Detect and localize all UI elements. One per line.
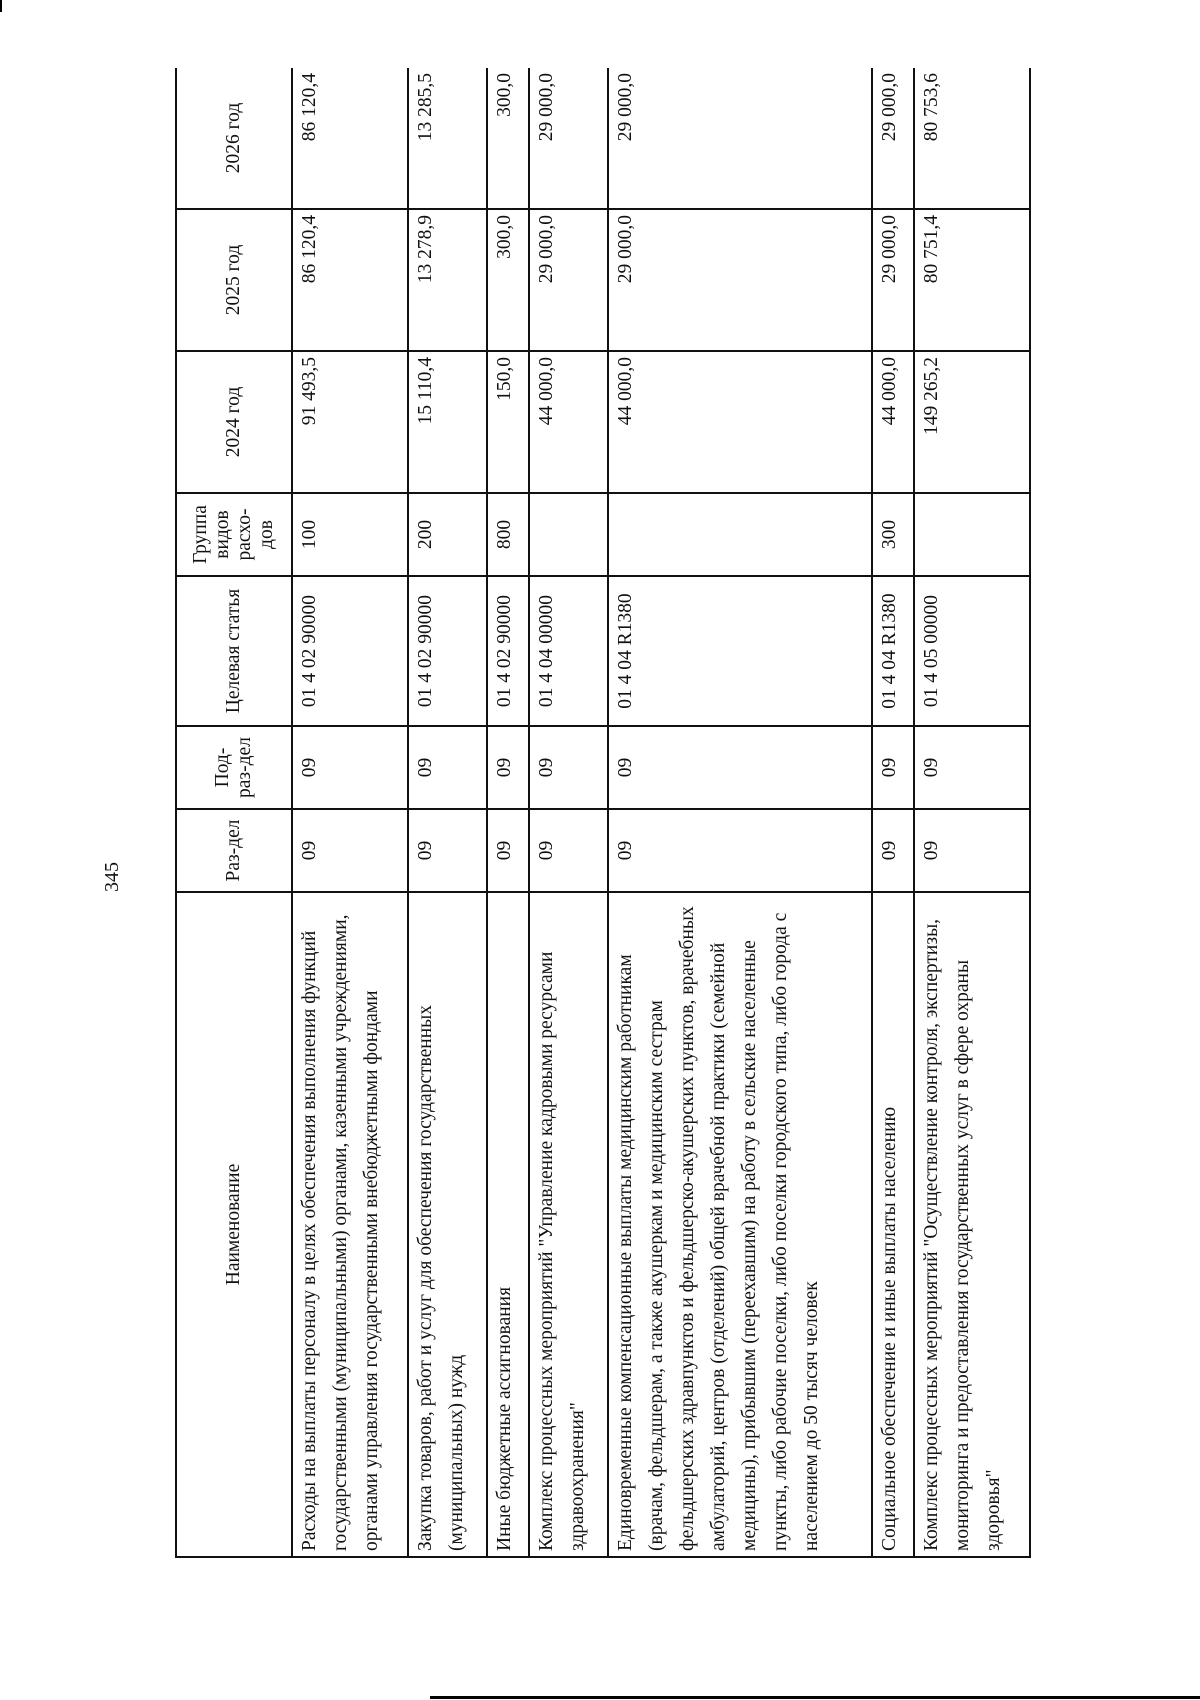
row-2026: 86 120,4 — [292, 68, 408, 209]
row-target-article: 01 4 05 00000 — [914, 576, 1030, 726]
table-row — [529, 68, 608, 1557]
header-subsection: Под-раз-дел — [176, 726, 292, 809]
row-2025: 29 000,0 — [608, 209, 872, 351]
row-subsection: 09 — [608, 726, 872, 809]
row-target-article: 01 4 02 90000 — [292, 576, 408, 726]
row-expense-group: 200 — [408, 493, 487, 576]
header-section: Раз-дел — [176, 809, 292, 892]
row-section: 09 — [608, 809, 872, 892]
row-expense-group — [608, 493, 872, 576]
row-section: 09 — [408, 809, 487, 892]
row-target-article: 01 4 04 R1380 — [608, 576, 872, 726]
row-2025: 13 278,9 — [408, 209, 487, 351]
row-subsection: 09 — [872, 726, 914, 809]
table-row — [487, 68, 529, 1557]
row-2026: 29 000,0 — [872, 68, 914, 209]
row-2025: 80 751,4 — [914, 209, 1030, 351]
row-2026: 80 753,6 — [914, 68, 1030, 209]
table-row — [408, 68, 487, 1557]
row-2024: 149 265,2 — [914, 351, 1030, 493]
row-2025: 29 000,0 — [529, 209, 608, 351]
header-row — [176, 68, 292, 1557]
row-expense-group: 100 — [292, 493, 408, 576]
row-section: 09 — [914, 809, 1030, 892]
row-subsection: 09 — [292, 726, 408, 809]
row-name: Комплекс процессных мероприятий "Управление кадровыми ресурсами здравоохранения" — [529, 892, 608, 1557]
table-row — [914, 68, 1030, 1557]
row-2026: 300,0 — [487, 68, 529, 209]
row-section: 09 — [529, 809, 608, 892]
row-name: Комплекс процессных мероприятий "Осуществление контроля, экспертизы, мониторинга и предоставления государственных услуг в сфере охраны здоровья" — [914, 892, 1030, 1557]
row-2024: 15 110,4 — [408, 351, 487, 493]
row-target-article: 01 4 02 90000 — [408, 576, 487, 726]
row-subsection: 09 — [408, 726, 487, 809]
row-2024: 44 000,0 — [529, 351, 608, 493]
row-name: Закупка товаров, работ и услуг для обеспечения государственных (муниципальных) нужд — [408, 892, 487, 1557]
row-section: 09 — [292, 809, 408, 892]
table-row — [608, 68, 872, 1557]
budget-table — [175, 68, 1031, 1558]
table-container — [175, 68, 1031, 1558]
row-expense-group — [529, 493, 608, 576]
row-subsection: 09 — [914, 726, 1030, 809]
header-2024: 2024 год — [176, 351, 292, 493]
row-section: 09 — [872, 809, 914, 892]
page-number: 345 — [101, 862, 123, 892]
header-2026: 2026 год — [176, 68, 292, 209]
header-target-article: Целевая статья — [176, 576, 292, 726]
header-2025: 2025 год — [176, 209, 292, 351]
row-2025: 300,0 — [487, 209, 529, 351]
row-2024: 150,0 — [487, 351, 529, 493]
bottom-rule — [430, 1696, 1200, 1699]
row-name: Иные бюджетные ассигнования — [487, 892, 529, 1557]
row-name: Расходы на выплаты персоналу в целях обеспечения выполнения функций государственными (муниципальными) органами, казенными учреждениями, органами управления государственными внебюджетными фондами — [292, 892, 408, 1557]
header-name: Наименование — [176, 892, 292, 1557]
row-expense-group: 300 — [872, 493, 914, 576]
row-expense-group — [914, 493, 1030, 576]
row-target-article: 01 4 02 90000 — [487, 576, 529, 726]
row-2025: 86 120,4 — [292, 209, 408, 351]
row-2026: 13 285,5 — [408, 68, 487, 209]
row-2026: 29 000,0 — [529, 68, 608, 209]
row-target-article: 01 4 04 00000 — [529, 576, 608, 726]
row-target-article: 01 4 04 R1380 — [872, 576, 914, 726]
row-2024: 44 000,0 — [608, 351, 872, 493]
row-subsection: 09 — [529, 726, 608, 809]
row-name: Единовременные компенсационные выплаты медицинским работникам (врачам, фельдшерам, а также акушеркам и медицинским сестрам фельдшерских здравпунктов и фельдшерско-акушерских пунктов, врачебных амбулаторий, центров (отделений) общей врачебной практики (семейной медицины), прибывшим (переехавшим) на работу в сельские населенные пункты, либо рабочие поселки, либо поселки городского типа, либо города с населением до 50 тысяч человек — [608, 892, 872, 1557]
row-2025: 29 000,0 — [872, 209, 914, 351]
row-name: Социальное обеспечение и иные выплаты населению — [872, 892, 914, 1557]
row-expense-group: 800 — [487, 493, 529, 576]
table-row — [292, 68, 408, 1557]
header-expense-group: Группа видов расхо-дов — [176, 493, 292, 576]
table-row — [872, 68, 914, 1557]
row-2026: 29 000,0 — [608, 68, 872, 209]
row-subsection: 09 — [487, 726, 529, 809]
scan-edge-mark — [0, 0, 2, 12]
row-2024: 91 493,5 — [292, 351, 408, 493]
row-2024: 44 000,0 — [872, 351, 914, 493]
row-section: 09 — [487, 809, 529, 892]
